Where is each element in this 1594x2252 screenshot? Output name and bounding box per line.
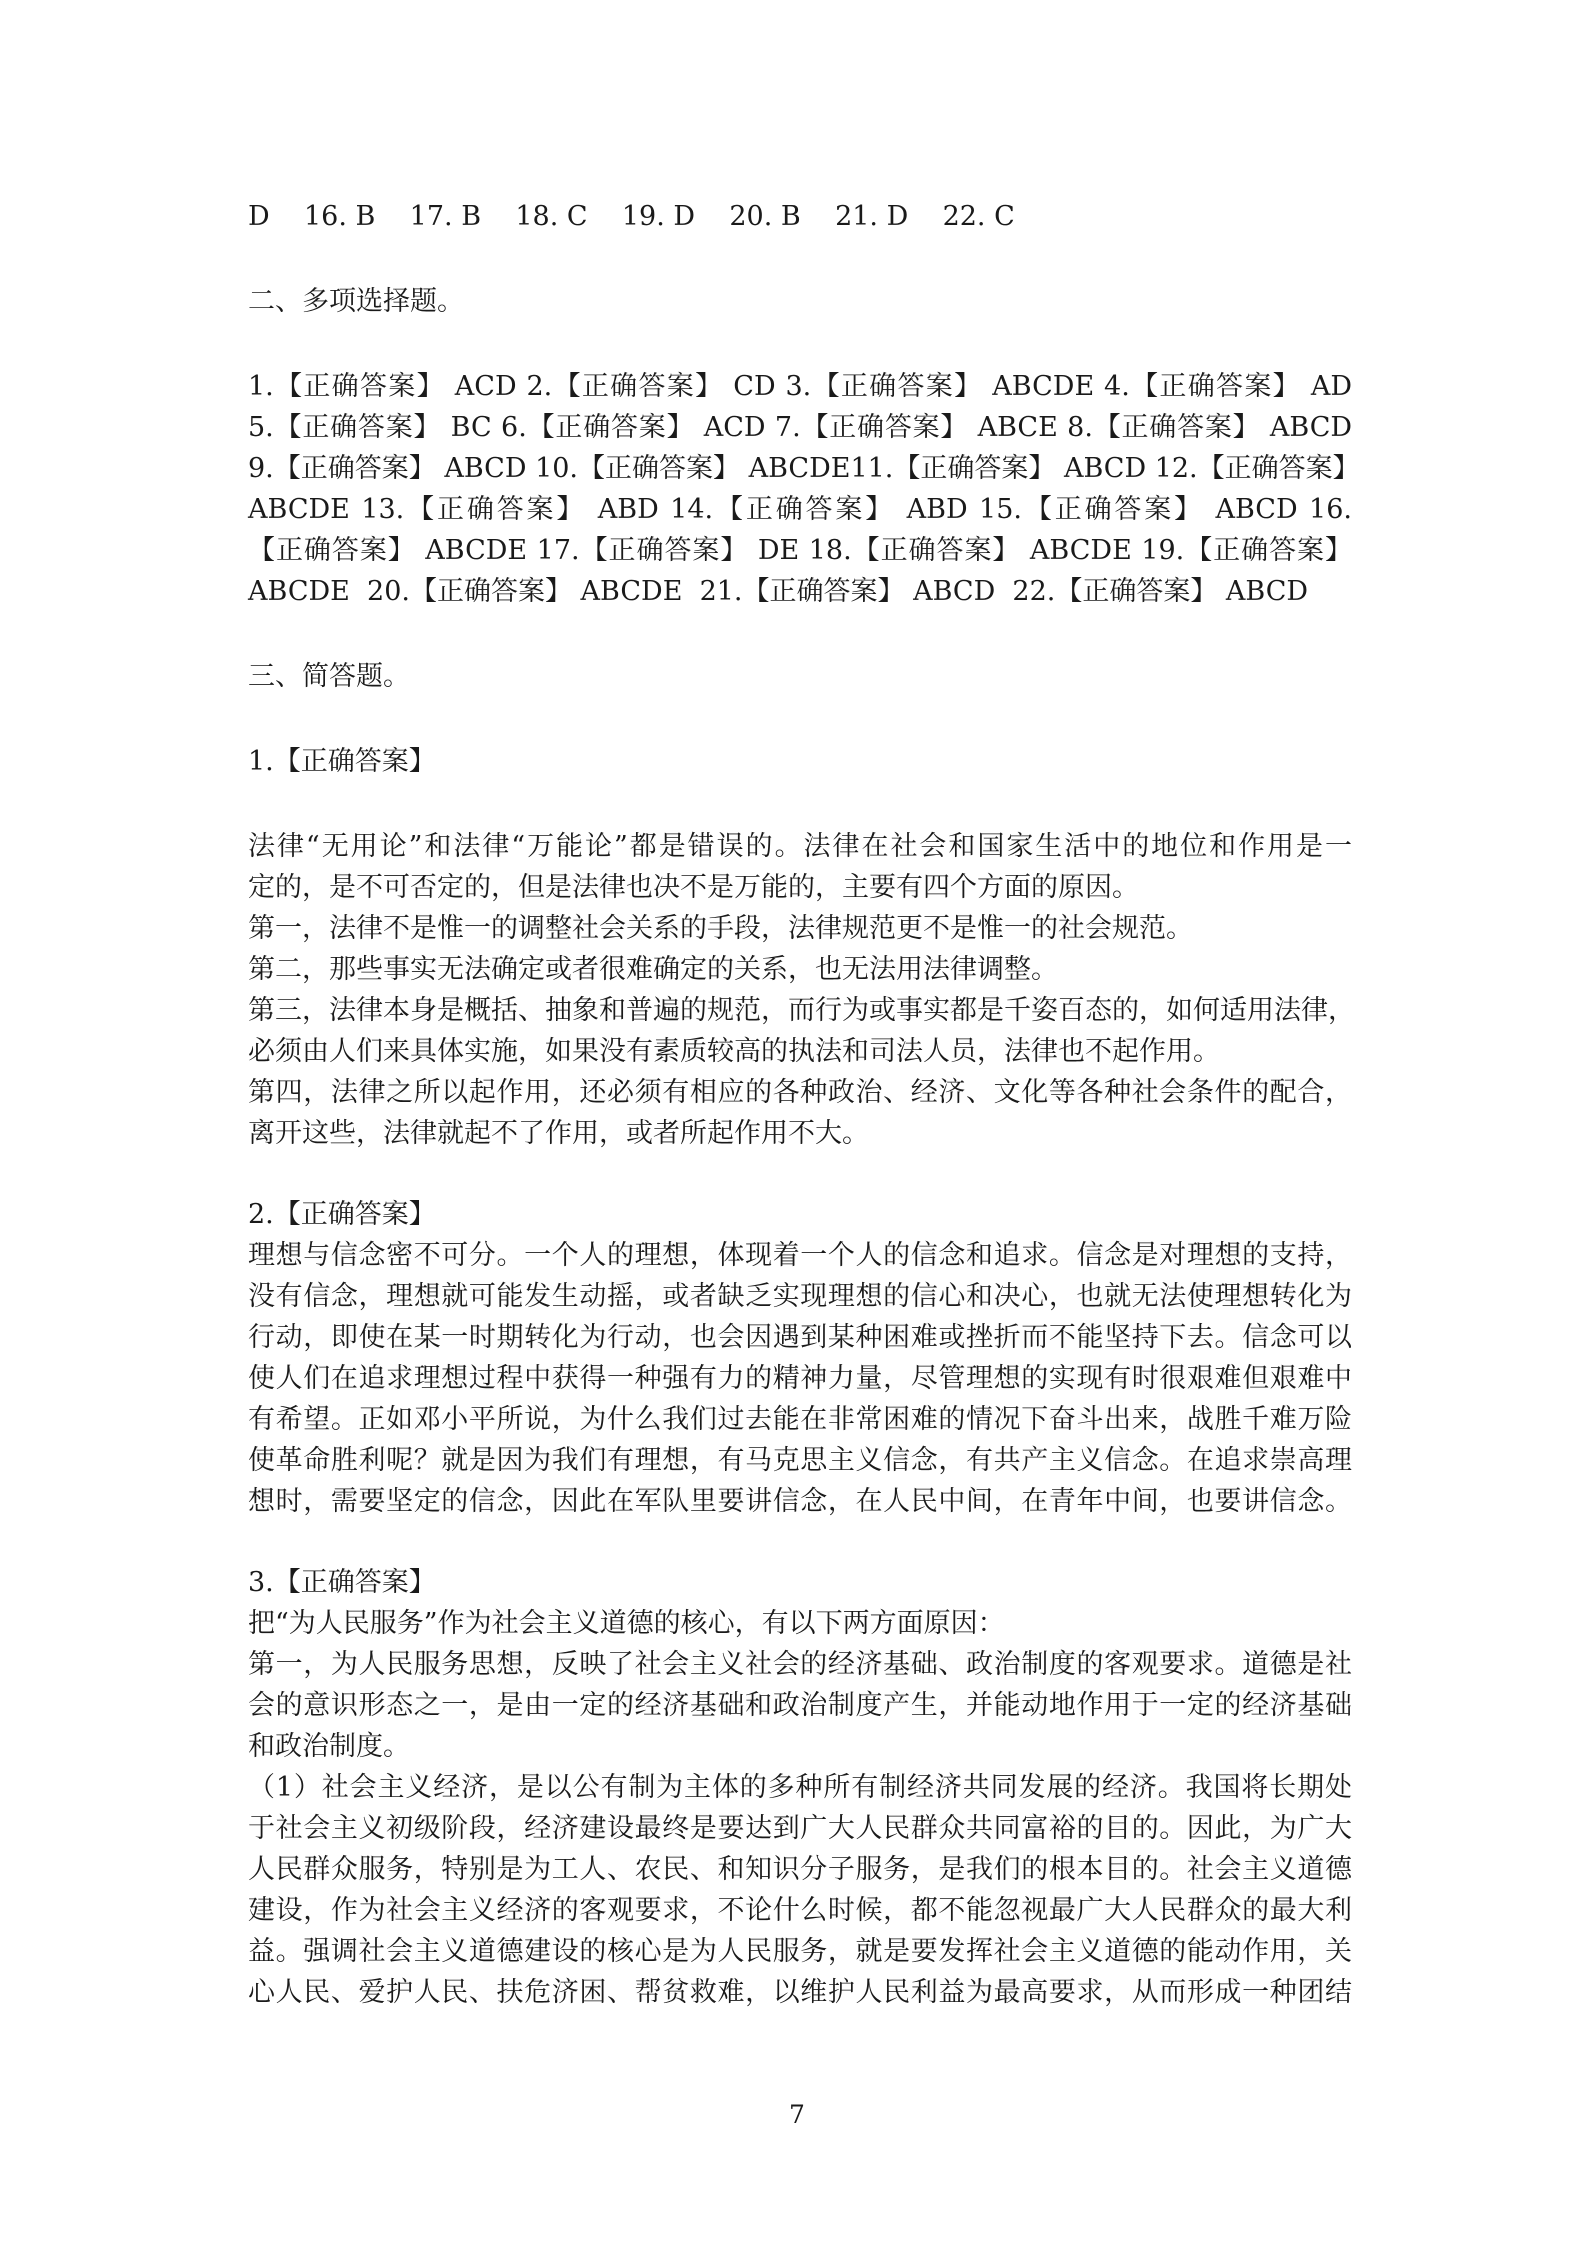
paragraph-line: 人民群众服务，特别是为工人、农民、和知识分子服务，是我们的根本目的。社会主义道德 — [248, 1854, 1352, 1885]
paragraph-line: 法律“无用论”和法律“万能论”都是错误的。法律在社会和国家生活中的地位和作用是一 — [248, 831, 1352, 862]
paragraph-line: 建设，作为社会主义经济的客观要求，不论什么时候，都不能忽视最广大人民群众的最大利 — [248, 1895, 1352, 1926]
page-number: 7 — [789, 2100, 805, 2129]
q1-answer — [248, 826, 1355, 1154]
q3-answer — [248, 1603, 1352, 2013]
section2-title: 二、多项选择题。 — [248, 286, 464, 317]
document-page — [248, 196, 1360, 2013]
answer-line: 1.【正确答案】 ACD 2.【正确答案】 CD 3.【正确答案】 ABCDE 4.【正确答案】 AD — [248, 371, 1352, 402]
section3-title: 三、简答题。 — [248, 661, 410, 692]
paragraph-line: （1）社会主义经济，是以公有制为主体的多种所有制经济共同发展的经济。我国将长期处 — [248, 1772, 1352, 1803]
paragraph-line: 使革命胜利呢？就是因为我们有理想，有马克思主义信念，有共产主义信念。在追求崇高理 — [248, 1445, 1352, 1476]
paragraph-line: 使人们在追求理想过程中获得一种强有力的精神力量，尽管理想的实现有时很艰难但艰难中 — [248, 1363, 1352, 1394]
q3-heading: 3.【正确答案】 — [248, 1567, 436, 1598]
answer-line: ABCDE 20.【正确答案】 ABCDE 21.【正确答案】 ABCD 22.【正确答案】 ABCD — [248, 576, 1309, 607]
answer-line: 9.【正确答案】 ABCD 10.【正确答案】 ABCDE11.【正确答案】 ABCD 12.【正确答案】 — [248, 453, 1360, 484]
paragraph-line: 没有信念，理想就可能发生动摇，或者缺乏实现理想的信心和决心，也就无法使理想转化为 — [248, 1281, 1352, 1312]
paragraph-line: 离开这些，法律就起不了作用，或者所起作用不大。 — [248, 1118, 869, 1149]
paragraph-line: 把“为人民服务”作为社会主义道德的核心，有以下两方面原因： — [248, 1608, 1005, 1639]
answer-line: 5.【正确答案】 BC 6.【正确答案】 ACD 7.【正确答案】 ABCE 8.【正确答案】 ABCD — [248, 412, 1352, 443]
answers-tail: D 16. B 17. B 18. C 19. D 20. B 21. D 22. C — [248, 201, 1015, 232]
q1-heading: 1.【正确答案】 — [248, 746, 436, 777]
paragraph-line: 第一，为人民服务思想，反映了社会主义社会的经济基础、政治制度的客观要求。道德是社 — [248, 1649, 1352, 1680]
paragraph-line: 会的意识形态之一，是由一定的经济基础和政治制度产生，并能动地作用于一定的经济基础 — [248, 1690, 1352, 1721]
paragraph-line: 和政治制度。 — [248, 1731, 410, 1762]
paragraph-line: 定的，是不可否定的，但是法律也决不是万能的，主要有四个方面的原因。 — [248, 872, 1139, 903]
paragraph-line: 心人民、爱护人民、扶危济困、帮贫救难，以维护人民利益为最高要求，从而形成一种团结 — [248, 1977, 1352, 2008]
section2-answers — [248, 366, 1360, 612]
paragraph-line: 必须由人们来具体实施，如果没有素质较高的执法和司法人员，法律也不起作用。 — [248, 1036, 1220, 1067]
answer-line: 【正确答案】 ABCDE 17.【正确答案】 DE 18.【正确答案】 ABCDE 19.【正确答案】 — [248, 535, 1352, 566]
paragraph-line: 益。强调社会主义道德建设的核心是为人民服务，就是要发挥社会主义道德的能动作用，关 — [248, 1936, 1352, 1967]
paragraph-line: 行动，即使在某一时期转化为行动，也会因遇到某种困难或挫折而不能坚持下去。信念可以 — [248, 1322, 1352, 1353]
q2-answer — [248, 1235, 1352, 1522]
paragraph-line: 有希望。正如邓小平所说，为什么我们过去能在非常困难的情况下奋斗出来，战胜千难万险 — [248, 1404, 1352, 1435]
paragraph-line: 理想与信念密不可分。一个人的理想，体现着一个人的信念和追求。信念是对理想的支持， — [248, 1240, 1352, 1271]
paragraph-line: 想时，需要坚定的信念，因此在军队里要讲信念，在人民中间，在青年中间，也要讲信念。 — [248, 1486, 1352, 1517]
paragraph-line: 第三，法律本身是概括、抽象和普遍的规范，而行为或事实都是千姿百态的，如何适用法律， — [248, 995, 1355, 1026]
paragraph-line: 第四，法律之所以起作用，还必须有相应的各种政治、经济、文化等各种社会条件的配合， — [248, 1077, 1352, 1108]
paragraph-line: 第二，那些事实无法确定或者很难确定的关系，也无法用法律调整。 — [248, 954, 1058, 985]
paragraph-line: 第一，法律不是惟一的调整社会关系的手段，法律规范更不是惟一的社会规范。 — [248, 913, 1193, 944]
answer-line: ABCDE 13.【正确答案】 ABD 14.【正确答案】 ABD 15.【正确答案】 ABCD 16. — [248, 494, 1352, 525]
paragraph-line: 于社会主义初级阶段，经济建设最终是要达到广大人民群众共同富裕的目的。因此，为广大 — [248, 1813, 1352, 1844]
q2-heading: 2.【正确答案】 — [248, 1199, 436, 1230]
